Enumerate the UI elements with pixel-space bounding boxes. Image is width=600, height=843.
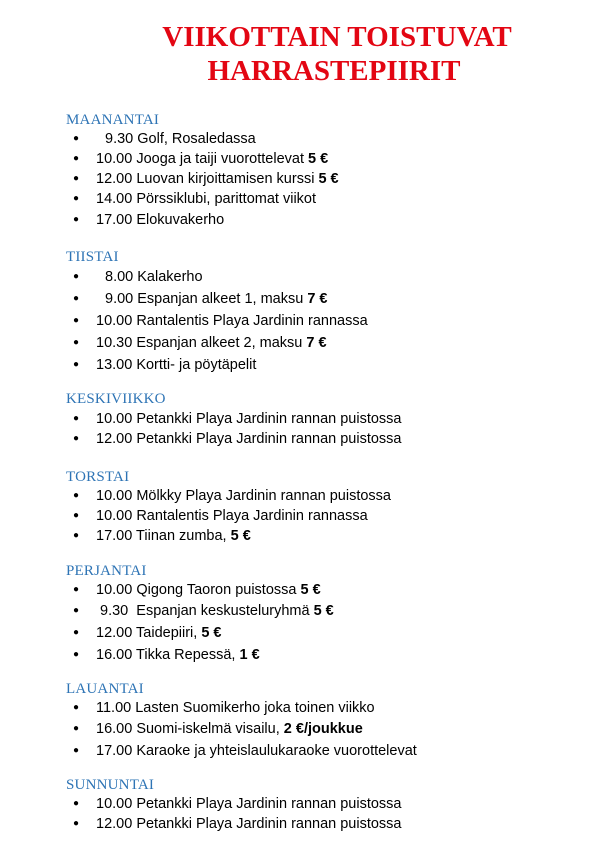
page-title-line-2: HARRASTEPIIRIT — [207, 55, 461, 87]
bullet-icon: ● — [73, 490, 80, 501]
bullet-icon: ● — [73, 702, 80, 713]
bullet-icon: ● — [73, 723, 80, 734]
item-text: 12.00 Petankki Playa Jardinin rannan puistossa — [96, 431, 402, 447]
bullet-icon: ● — [73, 605, 80, 616]
bullet-icon: ● — [73, 745, 80, 756]
item-text: 17.00 Tiinan zumba, 5 € — [96, 528, 251, 544]
item-text: 9.30 Espanjan keskusteluryhmä 5 € — [100, 603, 334, 619]
day-heading-monday: MAANANTAI — [66, 112, 160, 128]
item-text: 10.00 Rantalentis Playa Jardinin rannassa — [96, 508, 368, 524]
day-heading-thursday: TORSTAI — [66, 469, 130, 485]
bullet-icon: ● — [73, 818, 80, 829]
item-text: 12.00 Petankki Playa Jardinin rannan puistossa — [96, 816, 402, 832]
bullet-icon: ● — [73, 413, 80, 424]
bullet-icon: ● — [73, 271, 80, 282]
item-text: 10.00 Petankki Playa Jardinin rannan puistossa — [96, 796, 402, 812]
item-text: 17.00 Karaoke ja yhteislaulukaraoke vuorottelevat — [96, 743, 417, 759]
bullet-icon: ● — [73, 173, 80, 184]
bullet-icon: ● — [73, 337, 80, 348]
item-text: 10.30 Espanjan alkeet 2, maksu 7 € — [96, 335, 327, 351]
item-text: 9.30 Golf, Rosaledassa — [105, 131, 256, 147]
item-text: 12.00 Taidepiiri, 5 € — [96, 625, 222, 641]
day-heading-wednesday: KESKIVIIKKO — [66, 391, 166, 407]
bullet-icon: ● — [73, 214, 80, 225]
item-text: 14.00 Pörssiklubi, parittomat viikot — [96, 191, 317, 207]
item-text: 9.00 Espanjan alkeet 1, maksu 7 € — [105, 291, 328, 307]
item-text: 13.00 Kortti- ja pöytäpelit — [96, 357, 257, 373]
item-text: 8.00 Kalakerho — [105, 269, 203, 285]
page-title-line-1: VIIKOTTAIN TOISTUVAT — [162, 21, 512, 53]
item-text: 16.00 Suomi-iskelmä visailu, 2 €/joukkue — [96, 721, 363, 737]
bullet-icon: ● — [73, 649, 80, 660]
bullet-icon: ● — [73, 133, 80, 144]
bullet-icon: ● — [73, 193, 80, 204]
item-text: 10.00 Qigong Taoron puistossa 5 € — [96, 582, 321, 598]
item-text: 10.00 Petankki Playa Jardinin rannan puistossa — [96, 411, 402, 427]
item-text: 12.00 Luovan kirjoittamisen kurssi 5 € — [96, 171, 339, 187]
day-heading-friday: PERJANTAI — [66, 563, 147, 579]
item-text: 11.00 Lasten Suomikerho joka toinen viikko — [96, 700, 375, 716]
bullet-icon: ● — [73, 433, 80, 444]
item-text: 17.00 Elokuvakerho — [96, 212, 225, 228]
item-text: 10.00 Mölkky Playa Jardinin rannan puistossa — [96, 488, 391, 504]
day-heading-saturday: LAUANTAI — [66, 681, 144, 697]
page-title — [0, 20, 600, 88]
bullet-icon: ● — [73, 315, 80, 326]
item-text: 10.00 Jooga ja taiji vuorottelevat 5 € — [96, 151, 329, 167]
item-text: 16.00 Tikka Repessä, 1 € — [96, 647, 260, 663]
bullet-icon: ● — [73, 584, 80, 595]
bullet-icon: ● — [73, 530, 80, 541]
day-heading-sunday: SUNNUNTAI — [66, 777, 155, 793]
bullet-icon: ● — [73, 153, 80, 164]
bullet-icon: ● — [73, 510, 80, 521]
day-heading-tuesday: TIISTAI — [66, 249, 119, 265]
bullet-icon: ● — [73, 627, 80, 638]
bullet-icon: ● — [73, 798, 80, 809]
bullet-icon: ● — [73, 293, 80, 304]
item-text: 10.00 Rantalentis Playa Jardinin rannassa — [96, 313, 368, 329]
bullet-icon: ● — [73, 359, 80, 370]
